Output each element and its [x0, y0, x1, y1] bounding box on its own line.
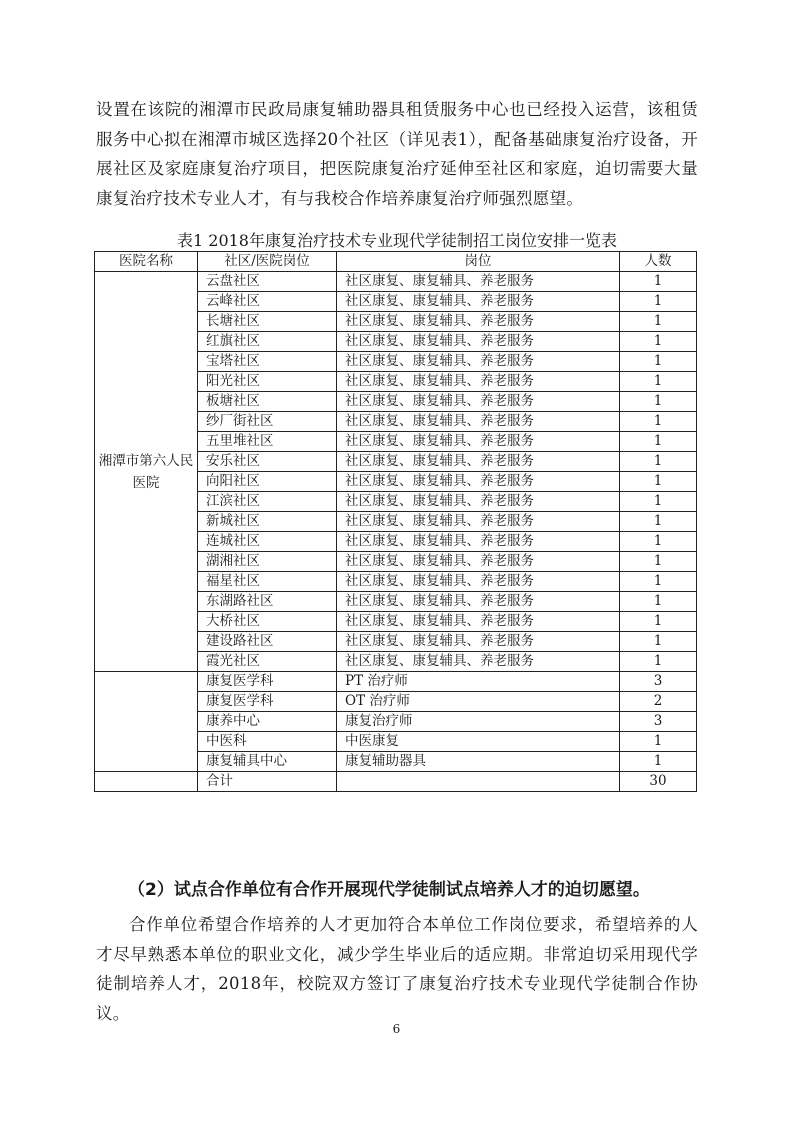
count-cell: 1: [620, 392, 697, 412]
count-cell: 1: [620, 592, 697, 612]
post-cell: 社区康复、康复辅具、养老服务: [337, 572, 620, 592]
count-cell: 1: [620, 312, 697, 332]
unit-cell: 霞光社区: [198, 652, 337, 672]
count-cell: 1: [620, 412, 697, 432]
unit-cell: 东湖路社区: [198, 592, 337, 612]
unit-cell: 新城社区: [198, 512, 337, 532]
post-cell: 社区康复、康复辅具、养老服务: [337, 352, 620, 372]
post-cell: 中医康复: [337, 732, 620, 752]
count-cell: 3: [620, 672, 697, 692]
post-cell: 社区康复、康复辅具、养老服务: [337, 372, 620, 392]
unit-cell: 红旗社区: [198, 332, 337, 352]
unit-cell: 康复医学科: [198, 672, 337, 692]
header-count: 人数: [620, 252, 697, 272]
post-cell: 社区康复、康复辅具、养老服务: [337, 472, 620, 492]
unit-cell: 中医科: [198, 732, 337, 752]
count-cell: 1: [620, 492, 697, 512]
count-cell: 1: [620, 632, 697, 652]
post-cell: 社区康复、康复辅具、养老服务: [337, 272, 620, 292]
header-post: 岗位: [337, 252, 620, 272]
unit-cell: 康复医学科: [198, 692, 337, 712]
post-cell: 社区康复、康复辅具、养老服务: [337, 592, 620, 612]
unit-cell: 湖湘社区: [198, 552, 337, 572]
post-cell: PT 治疗师: [337, 672, 620, 692]
count-cell: 1: [620, 332, 697, 352]
unit-cell: 板塘社区: [198, 392, 337, 412]
hospital-blank-cell: [95, 672, 198, 772]
unit-cell: 五里堆社区: [198, 432, 337, 452]
total-blank-cell: [95, 772, 198, 792]
post-cell: 社区康复、康复辅具、养老服务: [337, 632, 620, 652]
unit-cell: 康养中心: [198, 712, 337, 732]
hospital-name-cell: [95, 272, 198, 672]
count-cell: 1: [620, 652, 697, 672]
post-cell: 社区康复、康复辅具、养老服务: [337, 452, 620, 472]
count-cell: 1: [620, 752, 697, 772]
count-cell: 1: [620, 612, 697, 632]
table-header-row: [95, 252, 697, 272]
unit-cell: 阳光社区: [198, 372, 337, 392]
count-cell: 3: [620, 712, 697, 732]
recruitment-table: [94, 251, 697, 792]
total-value: 30: [620, 772, 697, 792]
unit-cell: 连城社区: [198, 532, 337, 552]
post-cell: 社区康复、康复辅具、养老服务: [337, 512, 620, 532]
post-cell: 社区康复、康复辅具、养老服务: [337, 392, 620, 412]
post-cell: 康复治疗师: [337, 712, 620, 732]
post-cell: 康复辅助器具: [337, 752, 620, 772]
section-paragraph: 合作单位希望合作培养的人才更加符合本单位工作岗位要求，希望培养的人才尽早熟悉本单位的职业文化，减少学生毕业后的适应期。非常迫切采用现代学徒制培养人才，2018年，校院双方签订了康复治疗技术专业现代学徒制合作协议。: [96, 915, 698, 1023]
post-cell: 社区康复、康复辅具、养老服务: [337, 312, 620, 332]
count-cell: 2: [620, 692, 697, 712]
table-caption: 表1 2018年康复治疗技术专业现代学徒制招工岗位安排一览表: [177, 231, 617, 250]
post-cell: 社区康复、康复辅具、养老服务: [337, 532, 620, 552]
count-cell: 1: [620, 432, 697, 452]
post-cell: 社区康复、康复辅具、养老服务: [337, 612, 620, 632]
count-cell: 1: [620, 372, 697, 392]
count-cell: 1: [620, 552, 697, 572]
post-cell: 社区康复、康复辅具、养老服务: [337, 292, 620, 312]
unit-cell: 江滨社区: [198, 492, 337, 512]
unit-cell: 建设路社区: [198, 632, 337, 652]
header-unit: 社区/医院岗位: [198, 252, 337, 272]
count-cell: 1: [620, 732, 697, 752]
page-number: 6: [392, 1022, 401, 1036]
count-cell: 1: [620, 472, 697, 492]
count-cell: 1: [620, 452, 697, 472]
post-cell: OT 治疗师: [337, 692, 620, 712]
count-cell: 1: [620, 292, 697, 312]
post-cell: 社区康复、康复辅具、养老服务: [337, 492, 620, 512]
table-row: [95, 672, 697, 692]
hospital-name: 湘潭市第六人民医院: [98, 452, 194, 491]
post-cell: 社区康复、康复辅具、养老服务: [337, 432, 620, 452]
intro-paragraph: 设置在该院的湘潭市民政局康复辅助器具租赁服务中心也已经投入运营，该租赁服务中心拟在湘潭市城区选择20个社区（详见表1），配备基础康复治疗设备，开展社区及家庭康复治疗项目，把医院康复治疗延伸至社区和家庭，迫切需要大量康复治疗技术专业人才，有与我校合作培养康复治疗师强烈愿望。: [96, 100, 698, 208]
unit-cell: 康复辅具中心: [198, 752, 337, 772]
post-cell: 社区康复、康复辅具、养老服务: [337, 652, 620, 672]
unit-cell: 安乐社区: [198, 452, 337, 472]
post-cell: 社区康复、康复辅具、养老服务: [337, 552, 620, 572]
total-label: 合计: [198, 772, 337, 792]
unit-cell: 福星社区: [198, 572, 337, 592]
post-cell: 社区康复、康复辅具、养老服务: [337, 332, 620, 352]
unit-cell: 云峰社区: [198, 292, 337, 312]
unit-cell: 纱厂街社区: [198, 412, 337, 432]
unit-cell: 云盘社区: [198, 272, 337, 292]
unit-cell: 宝塔社区: [198, 352, 337, 372]
header-hospital: 医院名称: [95, 252, 198, 272]
count-cell: 1: [620, 512, 697, 532]
unit-cell: 大桥社区: [198, 612, 337, 632]
total-blank-post: [337, 772, 620, 792]
count-cell: 1: [620, 532, 697, 552]
table-row: [95, 272, 697, 292]
unit-cell: 向阳社区: [198, 472, 337, 492]
count-cell: 1: [620, 352, 697, 372]
total-row: [95, 772, 697, 792]
unit-cell: 长塘社区: [198, 312, 337, 332]
post-cell: 社区康复、康复辅具、养老服务: [337, 412, 620, 432]
count-cell: 1: [620, 572, 697, 592]
section-heading: （2）试点合作单位有合作开展现代学徒制试点培养人才的迫切愿望。: [128, 880, 650, 900]
count-cell: 1: [620, 272, 697, 292]
